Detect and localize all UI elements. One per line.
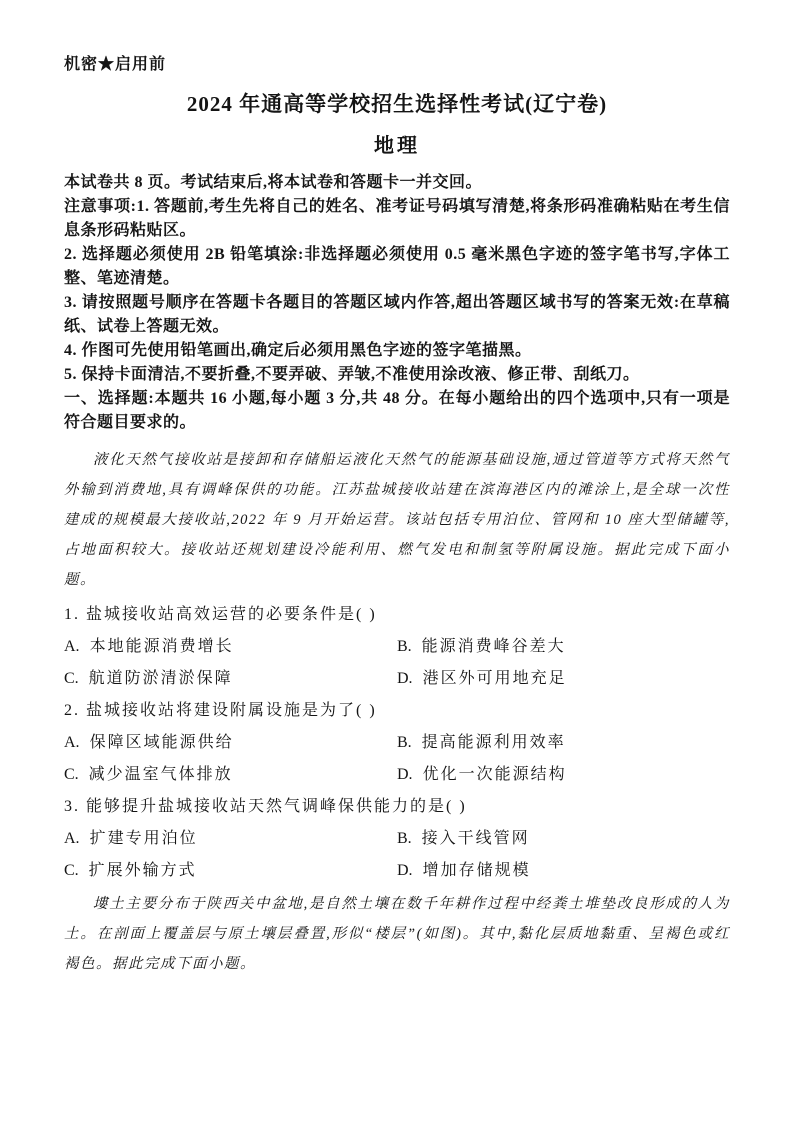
option-label: B. <box>397 638 412 655</box>
option-label: B. <box>397 830 412 847</box>
option-text: 港区外可用地充足 <box>422 670 567 687</box>
option-grid <box>64 631 730 695</box>
question-3 <box>64 791 730 887</box>
option-text: 优化一次能源结构 <box>422 766 567 783</box>
page-title: 2024 年通高等学校招生选择性考试(辽宁卷) <box>186 92 608 116</box>
option-c <box>64 855 397 887</box>
option-label: B. <box>397 734 412 751</box>
exam-intro-line: 本试卷共 8 页。考试结束后,将本试卷和答题卡一并交回。 <box>64 174 483 191</box>
option-label: C. <box>64 670 79 687</box>
instruction-item-4: 4. 作图可先使用铅笔画出,确定后必须用黑色字迹的签字笔描黑。 <box>64 342 532 359</box>
option-grid <box>64 823 730 887</box>
option-d <box>397 855 730 887</box>
classification-label: 机密★启用前 <box>64 56 167 73</box>
question-2 <box>64 695 730 791</box>
option-label: C. <box>64 766 79 783</box>
instruction-item-1: 注意事项:1. 答题前,考生先将自己的姓名、准考证号码填写清楚,将条形码准确粘贴在考生信息条形码粘贴区。 <box>64 198 730 239</box>
question-group-lng <box>64 599 730 887</box>
option-b <box>397 823 730 855</box>
instruction-item-3: 3. 请按照题号顺序在答题卡各题目的答题区域内作答,超出答题区域书写的答案无效:在草稿纸、试卷上答题无效。 <box>64 294 730 335</box>
instruction-item-2: 2. 选择题必须使用 2B 铅笔填涂:非选择题必须使用 0.5 毫米黑色字迹的签字笔书写,字体工整、笔迹清楚。 <box>64 246 730 287</box>
instruction-item-5: 5. 保持卡面清洁,不要折叠,不要弄破、弄皱,不准使用涂改液、修正带、刮纸刀。 <box>64 366 640 383</box>
option-b <box>397 631 730 663</box>
option-label: C. <box>64 862 79 879</box>
passage-lng-terminal: 液化天然气接收站是接卸和存储船运液化天然气的能源基础设施,通过管道等方式将天然气外输到消费地,具有调峰保供的功能。江苏盐城接收站建在滨海港区内的滩涂上,是全球一次性建成的规模最大接收站,2022 年 9 月开始运营。该站包括专用泊位、管网和 10 座大型储罐等,占地面积较大。接收站还规划建设冷能利用、燃气发电和制氢等附属设施。据此完成下面小题。 <box>64 452 730 588</box>
passage-loutu-soil: 塿土主要分布于陕西关中盆地,是自然土壤在数千年耕作过程中经粪土堆垫改良形成的人为土。在剖面上覆盖层与原土壤层叠置,形似“楼层”(如图)。其中,黏化层质地黏重、呈褐色或红褐色。据此完成下面小题。 <box>64 896 730 972</box>
option-text: 增加存储规模 <box>422 862 531 879</box>
option-label: D. <box>397 766 413 783</box>
option-label: D. <box>397 862 413 879</box>
option-c <box>64 663 397 695</box>
question-1 <box>64 599 730 695</box>
option-a <box>64 727 397 759</box>
option-c <box>64 759 397 791</box>
question-stem: 2. 盐城接收站将建设附属设施是为了( ) <box>64 702 377 719</box>
section-header: 一、选择题:本题共 16 小题,每小题 3 分,共 48 分。在每小题给出的四个选项中,只有一项是符合题目要求的。 <box>64 390 730 431</box>
option-a <box>64 823 397 855</box>
option-label: A. <box>64 830 80 847</box>
option-text: 能源消费峰谷差大 <box>421 638 566 655</box>
option-text: 提高能源利用效率 <box>421 734 566 751</box>
option-text: 扩展外输方式 <box>88 862 197 879</box>
option-grid <box>64 727 730 791</box>
question-stem: 3. 能够提升盐城接收站天然气调峰保供能力的是( ) <box>64 798 467 815</box>
option-text: 本地能源消费增长 <box>89 638 234 655</box>
option-text: 航道防淤清淤保障 <box>88 670 233 687</box>
option-text: 扩建专用泊位 <box>89 830 198 847</box>
option-text: 接入干线管网 <box>421 830 530 847</box>
question-stem: 1. 盐城接收站高效运营的必要条件是( ) <box>64 606 377 623</box>
option-label: A. <box>64 734 80 751</box>
option-b <box>397 727 730 759</box>
option-a <box>64 631 397 663</box>
option-text: 保障区域能源供给 <box>89 734 234 751</box>
option-label: A. <box>64 638 80 655</box>
option-d <box>397 663 730 695</box>
option-text: 减少温室气体排放 <box>88 766 233 783</box>
subject-title: 地理 <box>374 135 420 157</box>
option-d <box>397 759 730 791</box>
option-label: D. <box>397 670 413 687</box>
